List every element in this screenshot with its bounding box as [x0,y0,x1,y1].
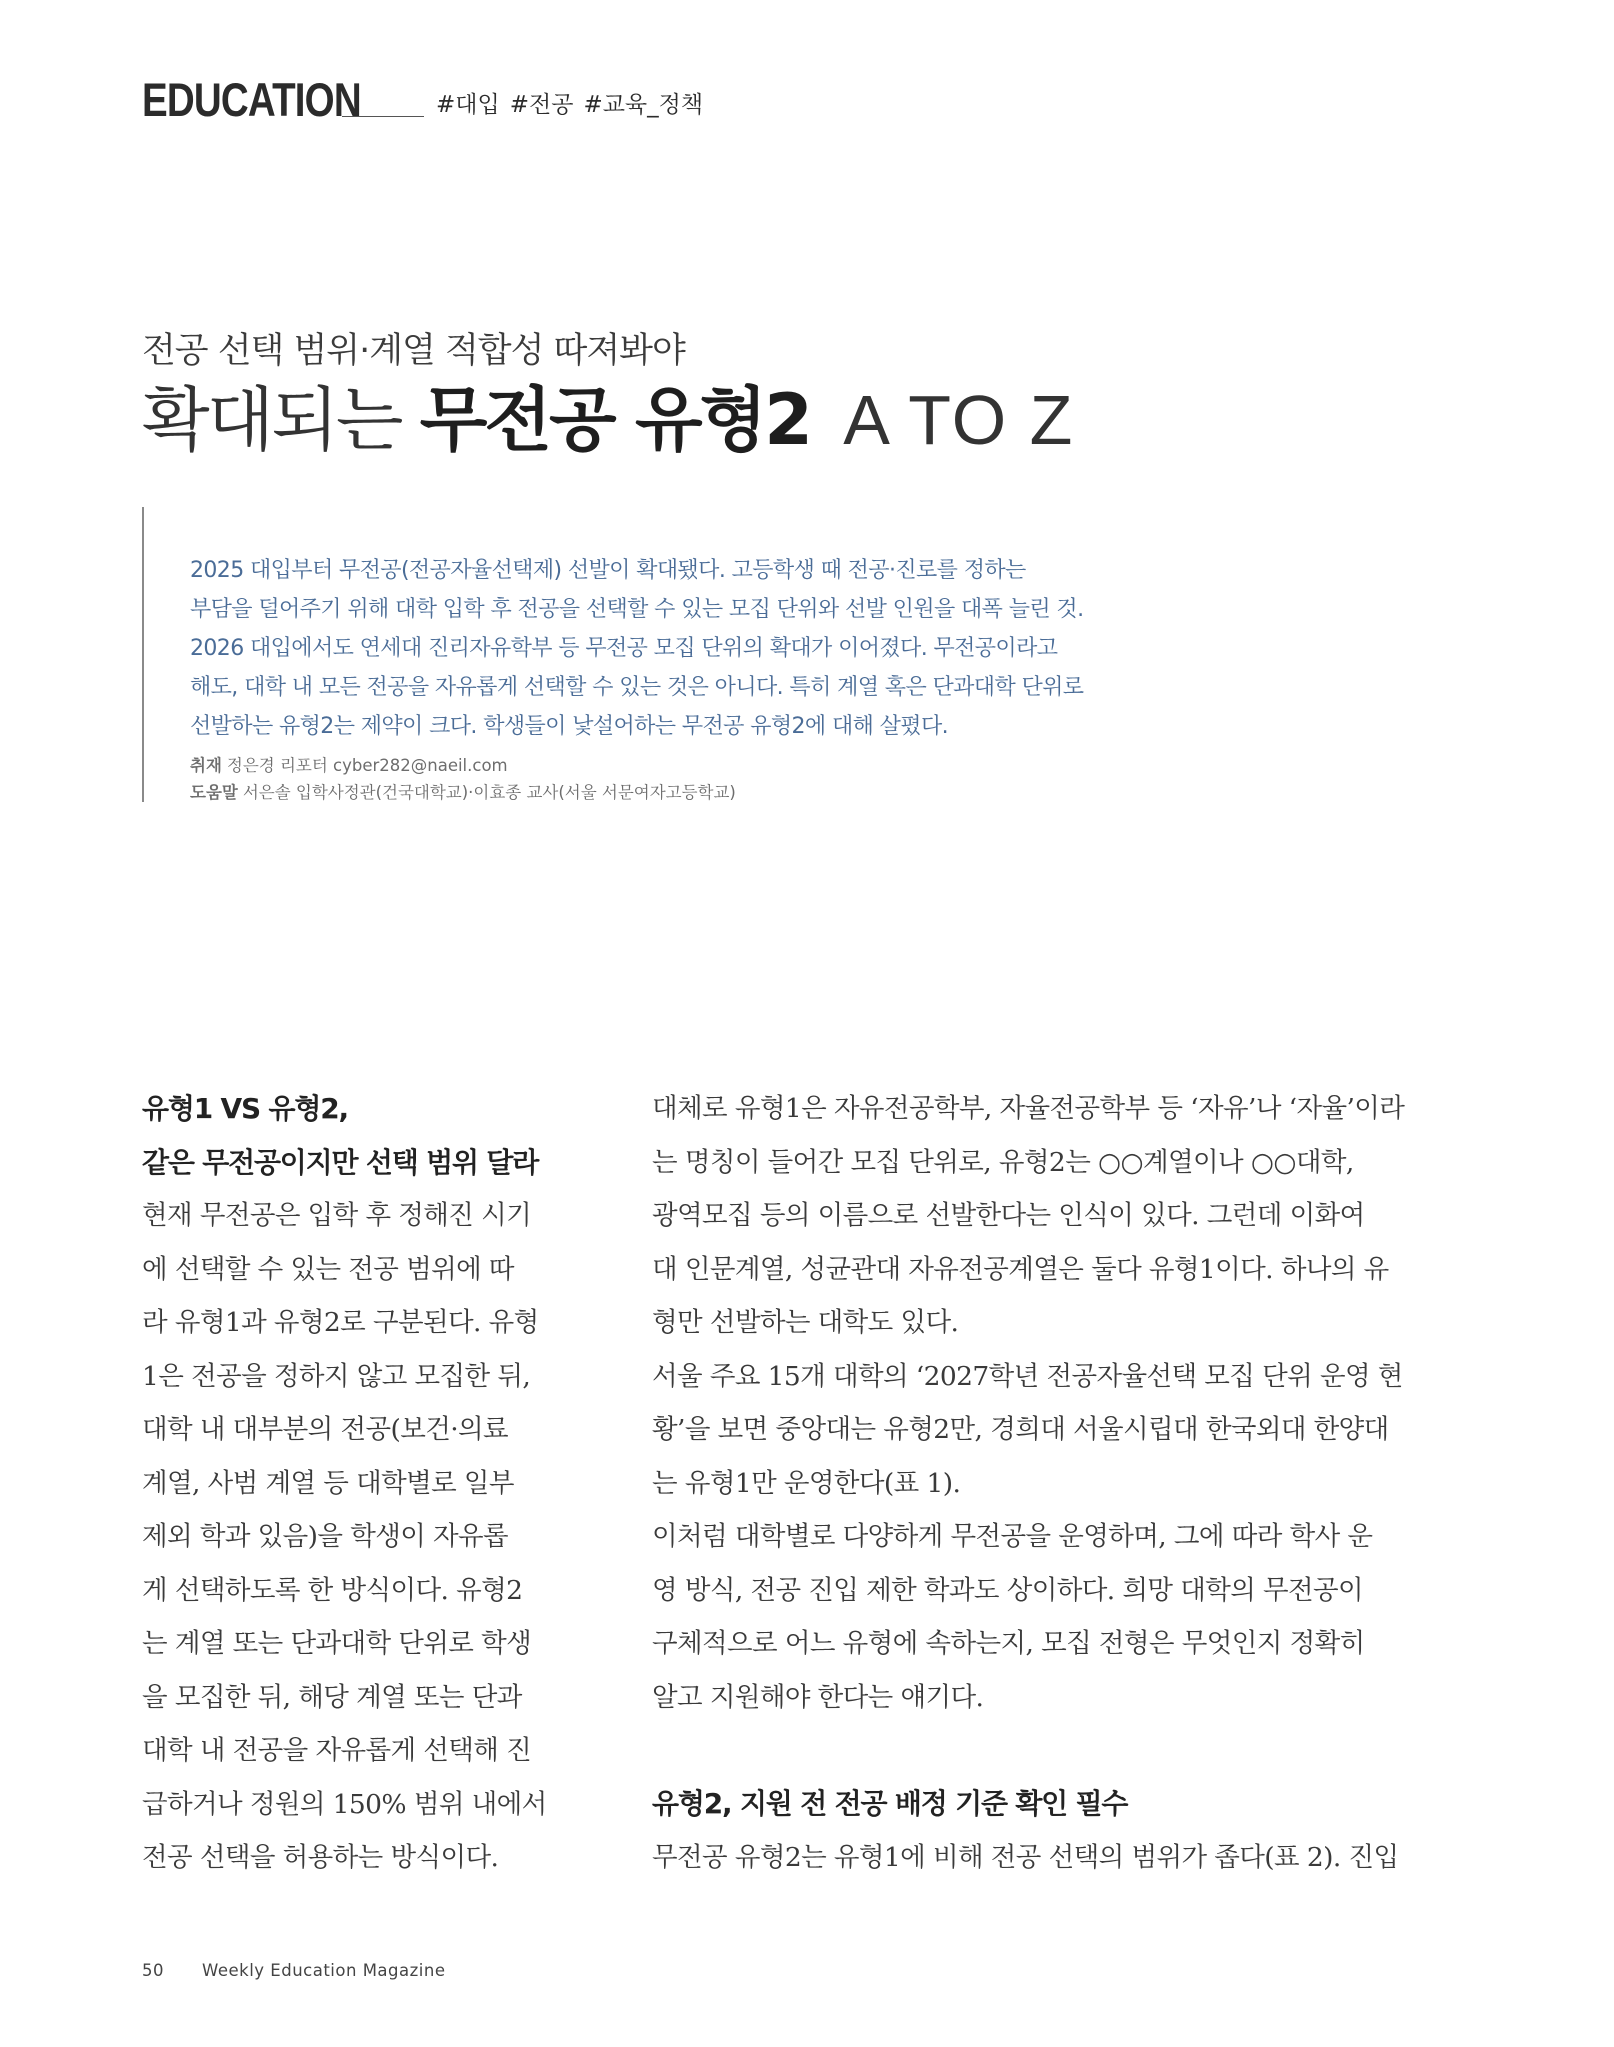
credit-label: 도움말 [190,783,238,802]
magazine-name: Weekly Education Magazine [202,1961,446,1980]
section-heading: 유형1 VS 유형2, [142,1092,348,1125]
tag[interactable]: #전공 [509,92,574,118]
intro-box [142,507,1244,802]
body-line: 게 선택하도록 한 방식이다. 유형2 [142,1574,523,1606]
body-line: 구체적으로 어느 유형에 속하는지, 모집 전형은 무엇인지 정확히 [652,1628,1365,1659]
body-line: 대학 내 대부분의 전공(보건·의료 [142,1414,509,1445]
title-az: A TO Z [843,381,1075,459]
body-line: 영 방식, 전공 진입 제한 학과도 상이하다. 희망 대학의 무전공이 [652,1574,1364,1606]
article-title [142,379,1075,461]
body-line: 무전공 유형2는 유형1에 비해 전공 선택의 범위가 좁다(표 2). 진입 [652,1841,1399,1873]
intro-line: 선발하는 유형2는 제약이 크다. 학생들이 낯설어하는 무전공 유형2에 대해 살폈다. [190,714,948,739]
section-label: EDUCATION [142,73,361,126]
body-line: 형만 선발하는 대학도 있다. [652,1307,959,1338]
body-line: 는 계열 또는 단과대학 단위로 학생 [142,1628,532,1659]
tag[interactable]: #대입 [436,92,500,118]
credit-label: 취재 [190,756,222,775]
intro-line: 부담을 덜어주기 위해 대학 입학 후 전공을 선택할 수 있는 모집 단위와 선발 인원을 대폭 늘린 것. [190,597,1084,622]
article-subtitle: 전공 선택 범위·계열 적합성 따져봐야 [142,331,685,371]
body-line: 황’을 보면 중앙대는 유형2만, 경희대 서울시립대 한국외대 한양대 [652,1414,1389,1445]
section-heading: 유형2, 지원 전 전공 배정 기준 확인 필수 [652,1787,1128,1820]
body-line: 대 인문계열, 성균관대 자유전공계열은 둘다 유형1이다. 하나의 유 [652,1253,1389,1285]
credit-value: 정은경 리포터 cyber282@naeil.com [226,756,508,775]
intro-line: 2025 대입부터 무전공(전공자율선택제) 선발이 확대됐다. 고등학생 때 전공·진로를 정하는 [190,558,1026,583]
tag-list [436,86,703,119]
page-footer [142,1961,445,1980]
right-column [652,1082,1452,1884]
body-line: 알고 지원해야 한다는 얘기다. [652,1681,984,1713]
credit-value: 서은솔 입학사정관(건국대학교)·이효종 교사(서울 서문여자고등학교) [242,783,736,802]
body-line: 현재 무전공은 입학 후 정해진 시기 [142,1200,532,1231]
body-line: 서울 주요 15개 대학의 ‘2027학년 전공자율선택 모집 단위 운영 현 [652,1360,1403,1392]
body-line: 전공 선택을 허용하는 방식이다. [142,1842,499,1873]
tag[interactable]: #교육_정책 [583,92,704,118]
body-line: 에 선택할 수 있는 전공 범위에 따 [142,1253,514,1285]
title-bold: 무전공 유형2 [419,379,810,461]
intro-text [190,551,1240,746]
body-line: 을 모집한 뒤, 해당 계열 또는 단과 [142,1681,522,1713]
intro-line: 2026 대입에서도 연세대 진리자유학부 등 무전공 모집 단위의 확대가 이어졌다. 무전공이라고 [190,636,1058,661]
body-line: 제외 학과 있음)을 학생이 자유롭 [142,1521,509,1552]
section-header [142,73,704,126]
credit-help [190,779,736,806]
body-line: 이처럼 대학별로 다양하게 무전공을 운영하며, 그에 따라 학사 운 [652,1521,1373,1552]
credit-reporting [190,752,736,779]
credits [190,752,736,806]
body-line: 라 유형1과 유형2로 구분된다. 유형 [142,1307,539,1338]
body-line: 1은 전공을 정하지 않고 모집한 뒤, [142,1360,531,1392]
body-line: 대학 내 전공을 자유롭게 선택해 진 [142,1735,532,1766]
body-line: 계열, 사범 계열 등 대학별로 일부 [142,1467,514,1499]
body-line: 급하거나 정원의 150% 범위 내에서 [142,1788,547,1820]
body-line: 는 유형1만 운영한다(표 1). [652,1467,961,1499]
intro-line: 해도, 대학 내 모든 전공을 자유롭게 선택할 수 있는 것은 아니다. 특히 계열 혹은 단과대학 단위로 [190,675,1084,700]
title-light: 확대되는 [142,379,401,461]
section-heading: 같은 무전공이지만 선택 범위 달라 [142,1145,539,1179]
body-line: 대체로 유형1은 자유전공학부, 자율전공학부 등 ‘자유’나 ‘자율’이라 [652,1093,1405,1124]
body-line: 는 명칭이 들어간 모집 단위로, 유형2는 ○○계열이나 ○○대학, [652,1146,1354,1178]
paragraph-gap [652,1724,1452,1777]
page-number: 50 [142,1961,164,1980]
left-column [142,1082,562,1885]
body-line: 광역모집 등의 이름으로 선발한다는 인식이 있다. 그런데 이화여 [652,1200,1365,1231]
